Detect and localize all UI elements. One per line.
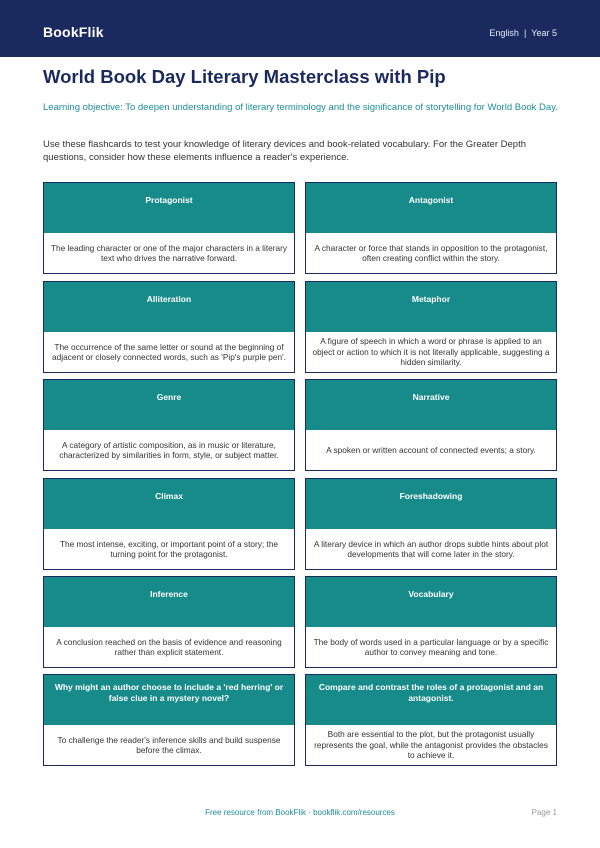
flashcard-definition: The leading character or one of the major characters in a literary text who drives the narrative forward. xyxy=(50,242,288,263)
subject-label: English xyxy=(489,28,519,38)
flashcard-term: Vocabulary xyxy=(306,577,556,627)
flashcard-term: Protagonist xyxy=(44,183,294,233)
flashcard-question: Compare and contrast the roles of a protagonist and an antagonist. xyxy=(306,675,556,725)
flashcard-term: Narrative xyxy=(306,380,556,430)
flashcard-definition: A conclusion reached on the basis of evidence and reasoning rather than explicit statement. xyxy=(56,636,282,657)
flashcard-definition: A character or force that stands in opposition to the protagonist, often creating conflict within the story. xyxy=(314,242,548,263)
page-number: Page 1 xyxy=(531,808,557,817)
intro-text: Use these flashcards to test your knowledge of literary devices and book-related vocabulary. For the Greater Depth questions, consider how these elements influence a reader's experience. xyxy=(43,139,526,163)
flashcard[interactable] xyxy=(305,478,557,570)
flashcard[interactable] xyxy=(43,576,295,668)
flashcard[interactable] xyxy=(43,674,295,766)
flashcard-definition: A spoken or written account of connected events; a story. xyxy=(326,444,536,455)
flashcard[interactable] xyxy=(305,182,557,274)
flashcard-term: Genre xyxy=(44,380,294,430)
flashcard-definition: A figure of speech in which a word or phrase is applied to an object or action to which it is not literally applicable, suggesting a hidden similarity. xyxy=(312,336,550,368)
brand-logo: BookFlik xyxy=(43,24,104,40)
flashcard-definition: The body of words used in a particular language or by a specific author to convey meaning and tone. xyxy=(313,636,549,657)
page-title: World Book Day Literary Masterclass with Pip xyxy=(43,66,446,87)
flashcard[interactable] xyxy=(43,478,295,570)
flashcard[interactable] xyxy=(305,281,557,373)
year-label: Year 5 xyxy=(531,28,557,38)
flashcard[interactable] xyxy=(305,576,557,668)
flashcard-definition: The occurrence of the same letter or sound at the beginning of adjacent or closely connected words, such as 'Pip's purple pen'. xyxy=(52,341,286,362)
flashcard-term: Metaphor xyxy=(306,282,556,332)
separator: | xyxy=(523,28,527,38)
flashcard[interactable] xyxy=(305,379,557,471)
top-bar xyxy=(0,0,600,57)
flashcard-definition: A category of artistic composition, as in music or literature, characterized by similarities in form, style, or subject matter. xyxy=(59,439,279,460)
flashcard-definition: A literary device in which an author drops subtle hints about plot developments that will come later in the story. xyxy=(313,538,549,559)
flashcard-term: Antagonist xyxy=(306,183,556,233)
flashcard-term: Alliteration xyxy=(44,282,294,332)
flashcard-term: Climax xyxy=(44,479,294,529)
flashcard[interactable] xyxy=(43,182,295,274)
flashcard-answer: Both are essential to the plot, but the protagonist usually represents the goal, while the antagonist provides the obstacles to achieve it. xyxy=(314,729,548,761)
flashcard[interactable] xyxy=(43,379,295,471)
flashcard[interactable] xyxy=(305,674,557,766)
flashcard[interactable] xyxy=(43,281,295,373)
flashcard-term: Foreshadowing xyxy=(306,479,556,529)
flashcard-term: Inference xyxy=(44,577,294,627)
subject-year xyxy=(489,28,557,38)
flashcard-definition: The most intense, exciting, or important point of a story; the turning point for the protagonist. xyxy=(59,538,279,559)
footer-text: Free resource from BookFlik · bookflik.com/resources xyxy=(205,808,395,817)
flashcard-question: Why might an author choose to include a 'red herring' or false clue in a mystery novel? xyxy=(44,675,294,725)
flashcard-answer: To challenge the reader's inference skills and build suspense before the climax. xyxy=(57,734,281,755)
learning-objective: Learning objective: To deepen understanding of literary terminology and the significance of storytelling for World Book Day. xyxy=(43,102,558,113)
